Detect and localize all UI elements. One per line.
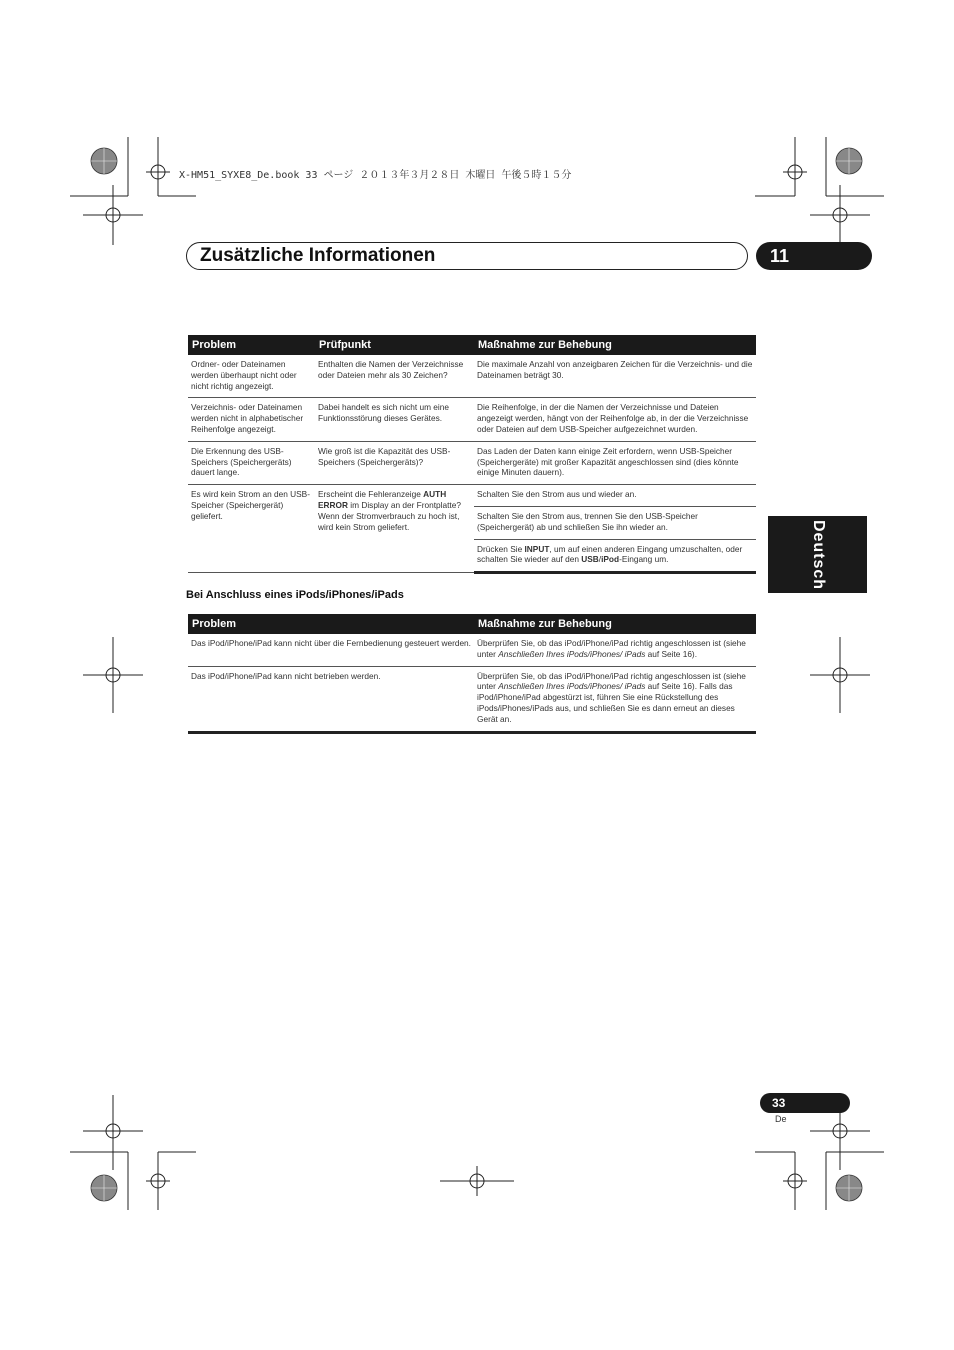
table-header-row	[188, 614, 756, 634]
problem-cell: Das iPod/iPhone/iPad kann nicht über die Fernbedienung gesteuert werden.	[188, 634, 474, 666]
input-button-label: INPUT	[524, 543, 550, 554]
language-tab-label: Deutsch	[809, 519, 827, 590]
column-header-check: Prüfpunkt	[315, 335, 474, 355]
table-row	[188, 441, 756, 484]
remedy-text: Überprüfen Sie, ob das iPod/iPhone/iPad richtig angeschlossen ist (siehe unter	[477, 638, 746, 659]
remedy-text: auf Seite 16). Falls das iPod/iPhone/iPad abgestürzt ist, führen Sie eine Rückstellung des iPods/iPhones/iPads aus, und schließen Sie es dann erneut an dieses Gerät an.	[477, 681, 735, 724]
problem-cell: Verzeichnis- oder Dateinamen werden nicht in alphabetischer Reihenfolge angezeigt.	[188, 398, 315, 441]
page-reference: Anschließen Ihres iPods/iPhones/ iPads	[498, 681, 646, 692]
usb-label: USB	[581, 554, 599, 565]
problem-cell: Die Erkennung des USB-Speichers (Speichergeräts) dauert lange.	[188, 441, 315, 484]
remedy-cell	[474, 666, 756, 732]
ipod-label: iPod	[601, 554, 620, 565]
section-subheading: Bei Anschluss eines iPods/iPhones/iPads	[186, 589, 404, 601]
remedy-cell: Die maximale Anzahl von anzeigbaren Zeichen für die Verzeichnis- und die Dateinamen beträgt 30.	[474, 355, 756, 398]
table-header-row	[188, 335, 756, 355]
page-title: Zusätzliche Informationen	[200, 245, 436, 266]
check-cell: Dabei handelt es sich nicht um eine Funktionsstörung dieses Gerätes.	[315, 398, 474, 441]
column-header-problem: Problem	[188, 335, 315, 355]
column-header-remedy: Maßnahme zur Behebung	[474, 335, 756, 355]
problem-cell: Das iPod/iPhone/iPad kann nicht betrieben werden.	[188, 666, 474, 732]
page-language-code: De	[775, 1114, 787, 1124]
troubleshooting-table-usb	[188, 335, 756, 574]
page-reference: Anschließen Ihres iPods/iPhones/ iPads	[498, 648, 646, 659]
table-row	[188, 485, 756, 507]
remedy-cell	[474, 634, 756, 666]
table-row	[188, 666, 756, 732]
table-row	[188, 398, 756, 441]
table-row	[188, 634, 756, 666]
problem-cell: Es wird kein Strom an den USB-Speicher (Speichergerät) geliefert.	[188, 485, 315, 573]
chapter-number: 11	[756, 242, 872, 270]
table-row	[188, 355, 756, 398]
check-cell: Enthalten die Namen der Verzeichnisse oder Dateien mehr als 30 Zeichen?	[315, 355, 474, 398]
error-code: AUTH ERROR	[318, 489, 447, 510]
language-tab	[768, 516, 867, 593]
remedy-cell: Schalten Sie den Strom aus, trennen Sie den USB-Speicher (Speichergerät) ab und schließen Sie ihn wieder an.	[474, 506, 756, 539]
check-text: im Display an der Frontplatte? Wenn der Stromverbrauch zu hoch ist, wird kein Strom geliefert.	[318, 499, 461, 532]
remedy-text: /	[598, 554, 602, 565]
remedy-cell: Die Reihenfolge, in der die Namen der Verzeichnisse und Dateien angezeigt werden, hängt von der Reihenfolge ab, in der die Verzeichnisse oder Dateien auf dem USB-Speicher aufgezeichnet wurden.	[474, 398, 756, 441]
column-header-problem: Problem	[188, 614, 474, 634]
remedy-text: auf Seite 16).	[645, 648, 698, 659]
column-header-remedy: Maßnahme zur Behebung	[474, 614, 756, 634]
problem-cell: Ordner- oder Dateinamen werden überhaupt nicht oder nicht richtig angezeigt.	[188, 355, 315, 398]
remedy-cell	[474, 539, 756, 573]
remedy-text: -Eingang um.	[619, 554, 669, 565]
troubleshooting-table-ipod	[188, 614, 756, 734]
book-file-tag: X-HM51_SYXE8_De.book 33 ページ ２０１３年３月２８日 木曜日 午後５時１５分	[179, 170, 572, 181]
remedy-text: Überprüfen Sie, ob das iPod/iPhone/iPad richtig angeschlossen ist (siehe unter	[477, 670, 746, 692]
page-number: 33	[760, 1093, 850, 1113]
remedy-text: Drücken Sie	[477, 543, 525, 554]
check-text: Erscheint die Fehleranzeige	[318, 489, 424, 500]
remedy-cell: Schalten Sie den Strom aus und wieder an.	[474, 485, 756, 507]
check-cell	[315, 485, 474, 573]
remedy-text: , um auf einen anderen Eingang umzuschalten, oder schalten Sie wieder auf den	[477, 543, 743, 565]
check-cell: Wie groß ist die Kapazität des USB-Speichers (Speichergeräts)?	[315, 441, 474, 484]
remedy-cell: Das Laden der Daten kann einige Zeit erfordern, wenn USB-Speicher (Speichergeräte) mit großer Kapazität angeschlossen sind (dies könnte einige Minuten dauern).	[474, 441, 756, 484]
